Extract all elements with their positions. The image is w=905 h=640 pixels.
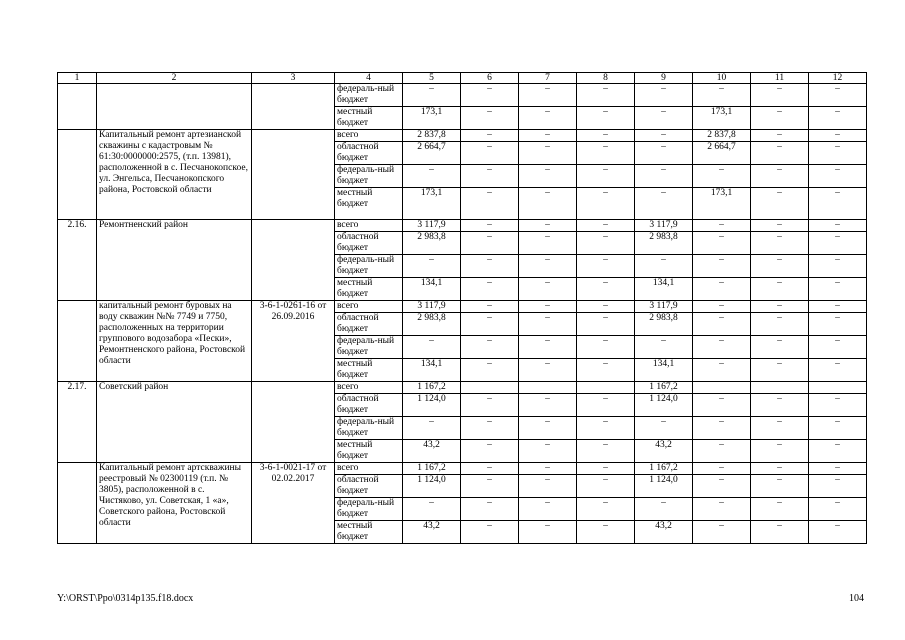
value-cell: – [403,165,461,188]
budget-type: местный бюджет [335,188,403,220]
value-cell: – [751,301,809,313]
value-cell: – [461,84,519,107]
value-cell: – [461,220,519,232]
value-cell: – [809,301,867,313]
value-cell: 1 167,2 [403,463,461,475]
value-cell: – [577,440,635,463]
value-cell: 1 167,2 [635,463,693,475]
table-row [58,463,867,475]
value-cell: – [693,394,751,417]
value-cell: – [403,498,461,521]
value-cell: – [461,440,519,463]
value-cell: – [751,220,809,232]
contract-code: 3-6-1-0021-17 от 02.02.2017 [252,463,335,544]
value-cell: 43,2 [635,440,693,463]
value-cell: – [577,130,635,142]
budget-table [57,72,867,544]
value-cell: – [809,232,867,255]
value-cell: – [519,278,577,301]
value-cell: – [809,84,867,107]
value-cell: – [809,394,867,417]
value-cell: – [751,521,809,544]
num-cell [58,301,97,382]
value-cell: – [519,301,577,313]
value-cell: – [693,313,751,336]
value-cell: – [461,521,519,544]
value-cell: – [809,463,867,475]
value-cell: – [693,301,751,313]
value-cell: – [577,165,635,188]
budget-type: всего [335,220,403,232]
value-cell: – [635,188,693,220]
value-cell: – [693,84,751,107]
value-cell: – [751,336,809,359]
value-cell: – [751,84,809,107]
value-cell: – [577,313,635,336]
value-cell: – [461,188,519,220]
value-cell: – [403,255,461,278]
district-name: Ремонтненский район [97,220,252,301]
value-cell: 134,1 [403,359,461,382]
value-cell: – [809,278,867,301]
col-header: 5 [403,73,461,84]
value-cell: – [751,130,809,142]
budget-type: областной бюджет [335,394,403,417]
value-cell: – [461,417,519,440]
budget-type: областной бюджет [335,475,403,498]
table-row [58,382,867,394]
value-cell: – [693,440,751,463]
value-cell: – [809,440,867,463]
value-cell: 173,1 [403,188,461,220]
value-cell: – [635,107,693,130]
value-cell: – [693,475,751,498]
table-row [58,220,867,232]
code-cell [252,130,335,220]
col-header: 11 [751,73,809,84]
budget-type: всего [335,382,403,394]
value-cell: 1 167,2 [635,382,693,394]
value-cell: – [577,336,635,359]
value-cell: – [693,220,751,232]
num-cell [58,463,97,544]
value-cell: – [693,255,751,278]
value-cell: – [751,313,809,336]
value-cell [751,382,809,394]
value-cell: 2 664,7 [403,142,461,165]
value-cell: – [577,107,635,130]
value-cell: – [461,301,519,313]
value-cell: 2 837,8 [693,130,751,142]
code-cell [252,84,335,130]
value-cell: – [461,142,519,165]
value-cell: – [693,278,751,301]
value-cell: – [519,440,577,463]
value-cell: – [577,498,635,521]
col-header: 12 [809,73,867,84]
value-cell [809,382,867,394]
value-cell: 1 124,0 [403,394,461,417]
value-cell: – [577,255,635,278]
value-cell: – [577,417,635,440]
value-cell: – [461,165,519,188]
value-cell: – [461,255,519,278]
value-cell: – [577,521,635,544]
value-cell: – [809,417,867,440]
value-cell: – [809,255,867,278]
budget-type: федераль-ный бюджет [335,417,403,440]
value-cell: – [635,142,693,165]
value-cell: – [751,142,809,165]
value-cell: 1 167,2 [403,382,461,394]
value-cell: – [751,107,809,130]
object-name: Капитальный ремонт артезианской скважины с кадастровым № 61:30:0000000:2575, (т.п. 13981), расположенной в с. Песчанокопское, ул. Энгельса, Песчанокопского района, Ростовской области [97,130,252,220]
value-cell: – [577,359,635,382]
value-cell: 134,1 [635,278,693,301]
table-row [58,84,867,107]
budget-type: федераль-ный бюджет [335,336,403,359]
value-cell: – [519,394,577,417]
value-cell: – [577,475,635,498]
object-name: Капитальный ремонт артскважины реестровый № 02300119 (т.п. № 3805), расположенной в с. Чистяково, ул. Советская, 1 «а», Советского района, Ростовской области [97,463,252,544]
value-cell: 134,1 [635,359,693,382]
budget-type: местный бюджет [335,359,403,382]
value-cell: – [809,475,867,498]
code-cell [252,382,335,463]
value-cell: 1 124,0 [403,475,461,498]
value-cell: 2 983,8 [403,232,461,255]
value-cell: – [461,463,519,475]
value-cell: – [809,165,867,188]
value-cell: – [519,232,577,255]
budget-type: местный бюджет [335,107,403,130]
value-cell: 1 124,0 [635,475,693,498]
value-cell: – [693,336,751,359]
value-cell: – [519,463,577,475]
value-cell: – [519,336,577,359]
value-cell: – [403,84,461,107]
value-cell: 43,2 [403,440,461,463]
value-cell: – [809,130,867,142]
value-cell: – [461,359,519,382]
value-cell: – [519,255,577,278]
num-cell [58,130,97,220]
value-cell: – [635,498,693,521]
value-cell: – [403,336,461,359]
budget-type: всего [335,130,403,142]
value-cell: – [461,475,519,498]
value-cell [519,382,577,394]
col-header: 6 [461,73,519,84]
value-cell: – [751,475,809,498]
value-cell: – [751,255,809,278]
value-cell: – [751,498,809,521]
value-cell: – [809,220,867,232]
budget-type: областной бюджет [335,232,403,255]
value-cell: – [461,336,519,359]
contract-code: 3-6-1-0261-16 от 26.09.2016 [252,301,335,382]
value-cell: – [519,165,577,188]
value-cell: – [519,142,577,165]
value-cell: – [635,255,693,278]
value-cell: – [461,278,519,301]
table-row [58,301,867,313]
value-cell: – [751,463,809,475]
budget-type: областной бюджет [335,313,403,336]
value-cell: 173,1 [693,188,751,220]
value-cell: – [519,130,577,142]
footer-file-path: Y:\ORST\Ppo\0314p135.f18.docx [57,593,194,604]
value-cell: – [693,521,751,544]
value-cell: 3 117,9 [403,220,461,232]
value-cell: 2 664,7 [693,142,751,165]
value-cell: – [519,220,577,232]
value-cell: – [751,188,809,220]
value-cell: – [809,359,867,382]
col-header: 7 [519,73,577,84]
value-cell: – [751,394,809,417]
value-cell: – [461,232,519,255]
value-cell: – [403,417,461,440]
value-cell: – [519,359,577,382]
value-cell: 2 837,8 [403,130,461,142]
budget-type: всего [335,463,403,475]
value-cell: – [751,359,809,382]
value-cell: – [577,232,635,255]
budget-type: федераль-ный бюджет [335,255,403,278]
value-cell: – [577,278,635,301]
value-cell: – [519,107,577,130]
value-cell: – [577,463,635,475]
col-header: 1 [58,73,97,84]
value-cell: 173,1 [693,107,751,130]
value-cell: – [751,440,809,463]
budget-type: местный бюджет [335,440,403,463]
value-cell: – [693,498,751,521]
col-header: 4 [335,73,403,84]
col-header: 2 [97,73,252,84]
object-name: капитальный ремонт буровых на воду скважин №№ 7749 и 7750, расположенных на территории группового водозабора «Пески», Ремонтненского района, Ростовской области [97,301,252,382]
value-cell: – [577,142,635,165]
value-cell: – [519,521,577,544]
name-cell [97,84,252,130]
budget-type: местный бюджет [335,278,403,301]
value-cell: – [519,498,577,521]
col-header: 8 [577,73,635,84]
value-cell: 2 983,8 [635,232,693,255]
header-row [58,73,867,84]
value-cell: – [461,107,519,130]
value-cell: – [809,336,867,359]
value-cell: – [519,313,577,336]
value-cell: – [809,498,867,521]
value-cell: 1 124,0 [635,394,693,417]
value-cell: – [693,165,751,188]
value-cell [577,382,635,394]
budget-type: федераль-ный бюджет [335,498,403,521]
value-cell: – [519,475,577,498]
value-cell: 2 983,8 [635,313,693,336]
value-cell: 173,1 [403,107,461,130]
value-cell: – [577,394,635,417]
value-cell: – [635,84,693,107]
num-cell [58,84,97,130]
value-cell: 3 117,9 [403,301,461,313]
value-cell: – [693,359,751,382]
value-cell: – [519,188,577,220]
value-cell: – [635,417,693,440]
value-cell: – [519,417,577,440]
budget-type: федераль-ный бюджет [335,84,403,107]
district-name: Советский район [97,382,252,463]
budget-type: федераль-ный бюджет [335,165,403,188]
value-cell: – [809,142,867,165]
footer-page-number: 104 [849,593,864,604]
budget-type: всего [335,301,403,313]
col-header: 3 [252,73,335,84]
value-cell: – [461,498,519,521]
value-cell [693,382,751,394]
row-number: 2.17. [58,382,97,463]
col-header: 10 [693,73,751,84]
row-number: 2.16. [58,220,97,301]
value-cell: 2 983,8 [403,313,461,336]
value-cell [461,382,519,394]
value-cell: – [809,521,867,544]
value-cell: 134,1 [403,278,461,301]
value-cell: – [577,84,635,107]
value-cell: – [635,336,693,359]
value-cell: – [577,188,635,220]
value-cell: – [693,232,751,255]
value-cell: – [751,232,809,255]
value-cell: – [461,130,519,142]
table-row [58,130,867,142]
value-cell: – [751,278,809,301]
value-cell: 3 117,9 [635,220,693,232]
col-header: 9 [635,73,693,84]
value-cell: – [461,313,519,336]
value-cell: – [635,165,693,188]
value-cell: – [809,188,867,220]
value-cell: 3 117,9 [635,301,693,313]
value-cell: 43,2 [403,521,461,544]
value-cell: – [693,463,751,475]
budget-type: областной бюджет [335,142,403,165]
value-cell: – [809,313,867,336]
budget-type: местный бюджет [335,521,403,544]
value-cell: – [751,417,809,440]
value-cell: – [751,165,809,188]
value-cell: – [693,417,751,440]
value-cell: – [519,84,577,107]
value-cell: – [635,130,693,142]
value-cell: – [461,394,519,417]
code-cell [252,220,335,301]
value-cell: – [577,220,635,232]
value-cell: 43,2 [635,521,693,544]
value-cell: – [577,301,635,313]
value-cell: – [809,107,867,130]
